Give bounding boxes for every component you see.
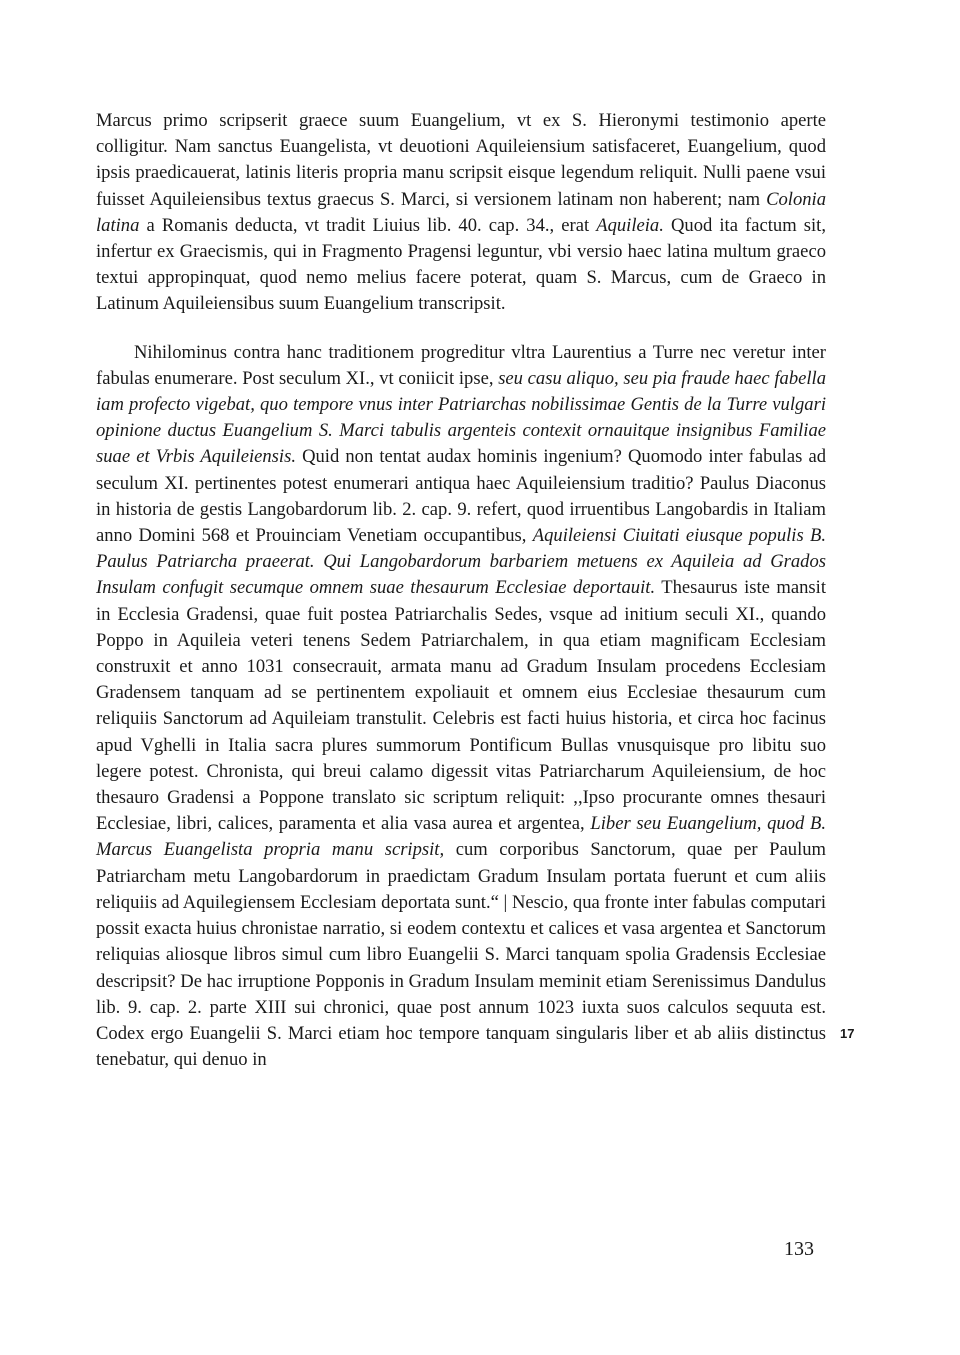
text-run: Quod ita factum sit, infertur ex Graecismis, qui in Fragmento Pragensi leguntur, vbi versio haec latina multum graeco textui appropinquat, quod nemo melius facere poterat, quam S. Marcus, cum de Graeco in Latinum Aquileiensibus suum Euangelium transcripsit. (96, 214, 826, 315)
paragraph-1 (96, 108, 826, 318)
text-run: Nihilominus contra hanc traditionem progreditur vltra Laurentius a Turre nec veretur inter fabulas enumerare. Post seculum XI., vt coniicit ipse, (96, 341, 826, 389)
italic-run: seu casu aliquo, seu pia fraude haec fabella iam profecto vigebat, quo tempore vnus inter Patriarchas nobilissimae Gentis de la Turre vulgari opinione ductus Euangelium S. Marci tabulis argenteis contexit ornauitque insignibus Familiae suae et Vrbis Aquileiensis. (96, 367, 826, 468)
italic-run: Liber seu Euangelium, quod B. Marcus Euangelista propria manu scripsit, (96, 813, 826, 861)
page-number: 133 (784, 1238, 814, 1260)
margin-line-number: 17 (840, 1026, 855, 1041)
italic-run: Aquileiensi Ciuitati eiusque populis B. Paulus Patriarcha praeerat. Qui Langobardorum barbariem metuens ex Aquileia ad Grados Insulam confugit secumque omnem suae thesaurum Ecclesiae deportauit. (96, 525, 826, 599)
text-run: Marcus primo scripserit graece suum Euangelium, vt ex S. Hieronymi testimonio aperte colligitur. Nam sanctus Euangelista, vt deuotioni Aquileiensium satisfaceret, Euangelium, quod ipsis praedicauerat, latinis literis propria manu scripsit eisque legendum reliquit. Nulli paene vsui fuisset Aquileiensibus textus graecus S. Marci, si versionem latinam non haberent; nam (96, 110, 826, 210)
page-body (96, 108, 826, 1073)
text-run: cum corporibus Sanctorum, quae per Paulum Patriarcham metu Langobardorum in praedictam Gradum Insulam portata fuerunt et cum aliis reliquiis ad Aquilegiensem Ecclesiam deportata sunt.“ | Nescio, qua fronte inter fabulas computari possit exacta huius chronistae narratio, si eodem contextu et calices et vasa argentea et Sanctorum reliquias aliosque libros simul cum libro Euangelii S. Marci tanquam spolia Gradensis Ecclesiae descripsit? De hac irruptione Popponis in Gradum Insulam meminit etiam Serenissimus Dandulus lib. 9. cap. 2. parte XIII sui chronici, quae post annum 1023 iuxta suos calculos sequuta est. Codex ergo Euangelii S. Marci etiam hoc tempore tanquam singularis liber et ab aliis distinctus tenebatur, qui denuo in (96, 839, 826, 1071)
text-run: Quid non tentat audax hominis ingenium? Quomodo inter fabulas ad seculum XI. pertinentes potest enumerari antiqua haec Aquileiensium traditio? Paulus Diaconus in historia de gestis Langobardorum lib. 2. cap. 9. refert, quod irruentibus Langobardis in Italiam anno Domini 568 et Prouinciam Venetiam occupantibus, (96, 446, 827, 547)
italic-run: Colonia latina (96, 188, 826, 236)
text-run: Thesaurus iste mansit in Ecclesia Gradensi, quae fuit postea Patriarchalis Sedes, vsque ad initium seculi XI., quando Poppo in Aquileia veteri tenens Sedem Patriarchalem, in qua etiam magnificam Ecclesiam construxit et anno 1031 consecrauit, armata manu ad Gradum Insulam procedens Ecclesiam Gradensem tanquam ad se pertinentem expoliauit et omnem eius Ecclesiae thesaurum cum reliquiis Sanctorum ad Aquileiam transtulit. Celebris est facti huius historia, et circa hoc facinus apud Vghelli in Italia sacra plures summorum Pontificum Bullas vnusquisque pro libitu suo legere potest. Chronista, qui breui calamo digessit vitas Patriarcharum Aquileiensium, de hoc thesauro Gradensi a Poppone translato sic scriptum reliquit: ,,Ipso procurante omnes thesauri Ecclesiae, libri, calices, paramenta et alia vasa aurea et argentea, (96, 577, 826, 835)
paragraph-2 (96, 340, 826, 1074)
text-run: a Romanis deducta, vt tradit Liuius lib. 40. cap. 34., erat (139, 214, 597, 236)
italic-run: Aquileia. (596, 214, 664, 236)
